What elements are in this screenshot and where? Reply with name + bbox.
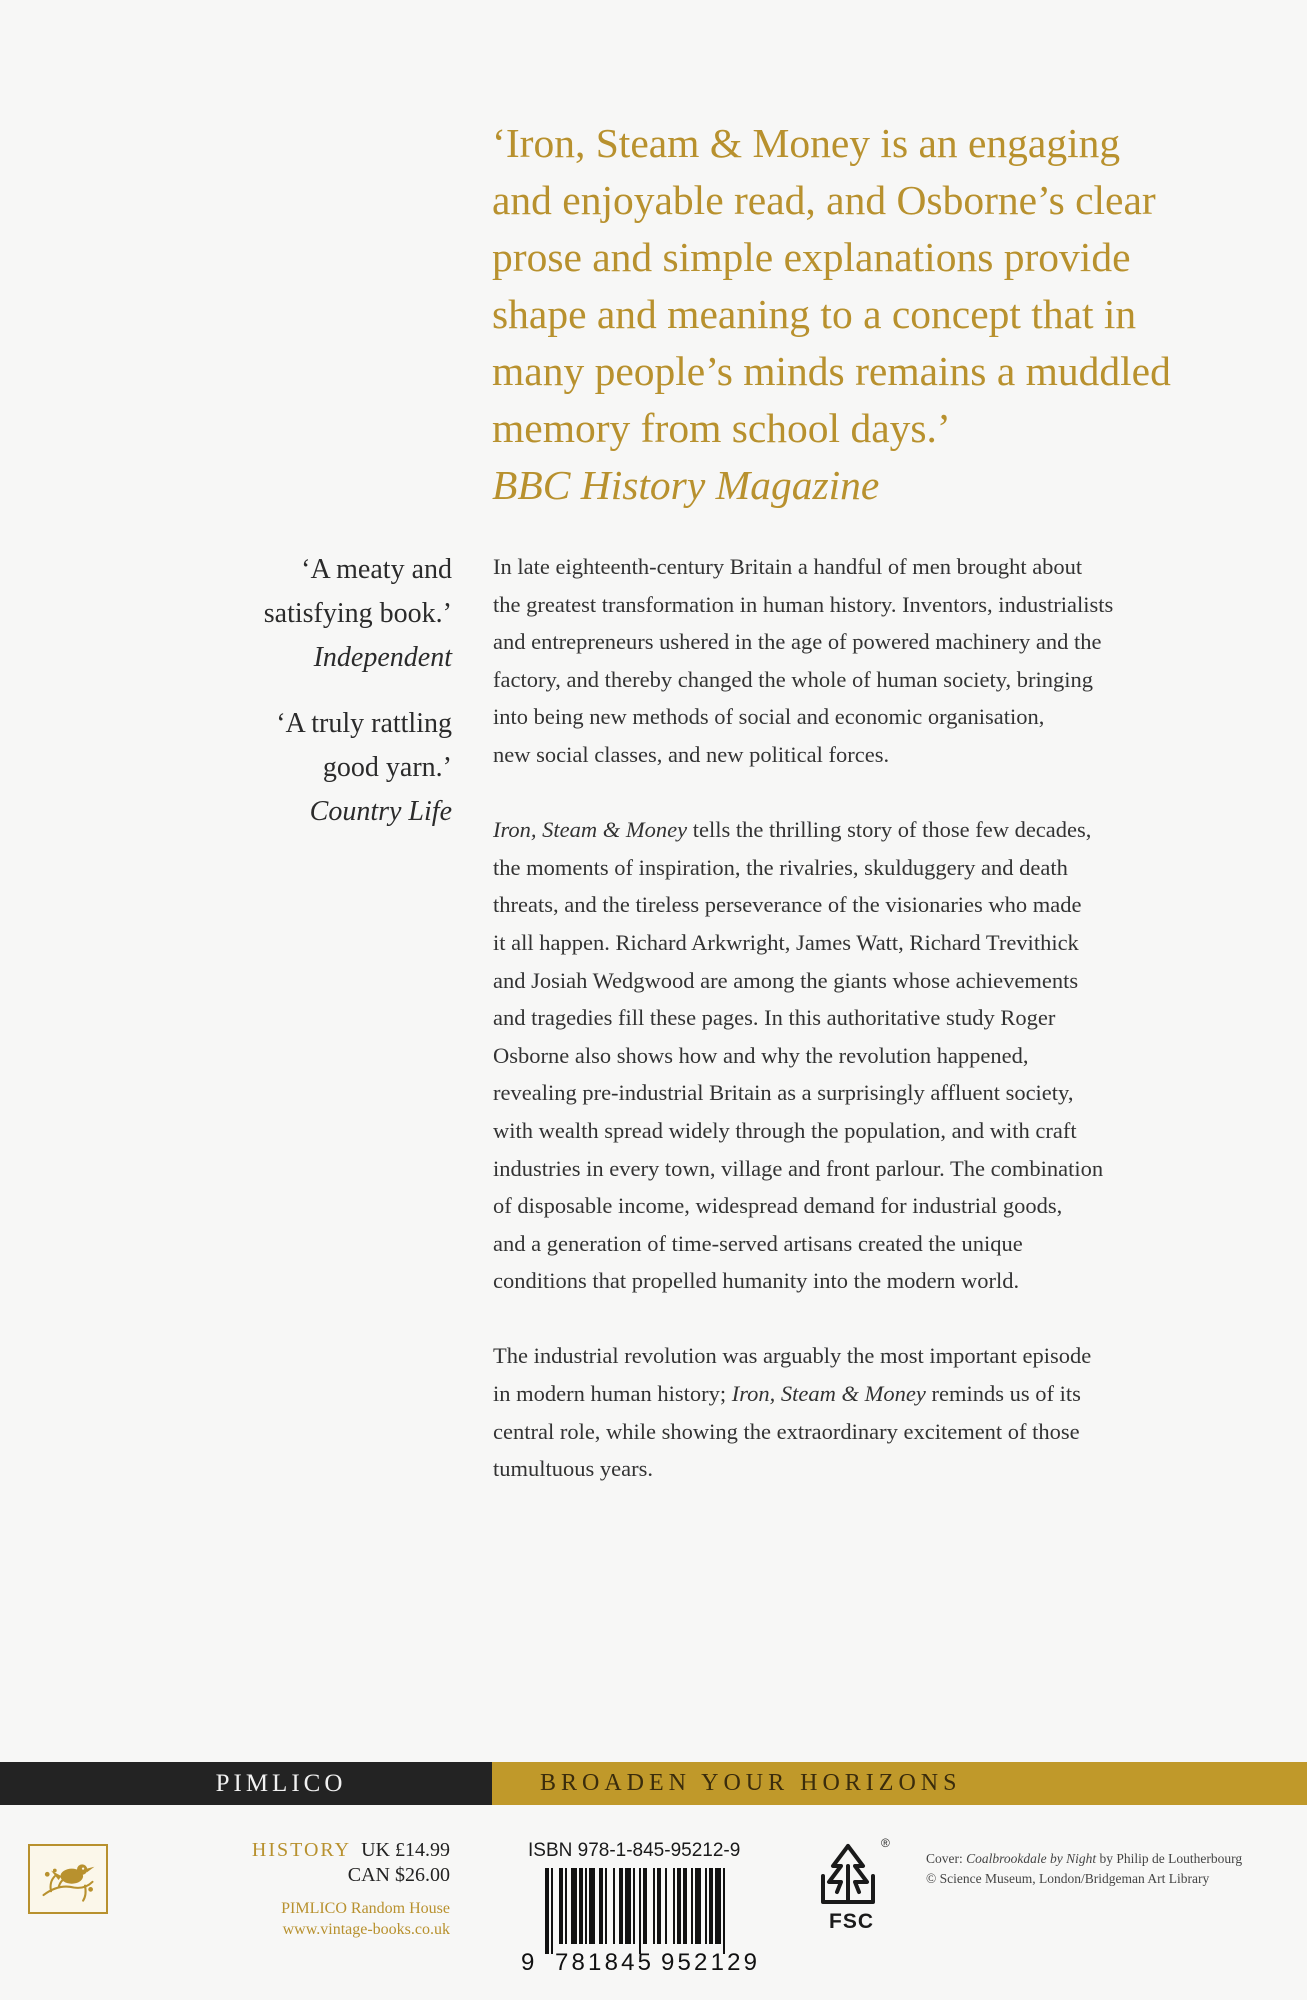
isbn-barcode: [515, 1868, 785, 1978]
barcode-digits-right: 952129: [661, 1949, 757, 1976]
blurb: [493, 548, 1213, 1525]
publisher-imprint: PIMLICO Random House: [281, 1900, 450, 1917]
price-can: CAN $26.00: [347, 1864, 450, 1886]
barcode-bar: [657, 1868, 661, 1944]
barcode-bar: [613, 1868, 615, 1944]
blurb-text: in modern human history;: [493, 1381, 732, 1407]
blurb-line: the greatest transformation in human history. Inventors, industrialists: [493, 591, 1114, 617]
barcode-bar: [677, 1868, 681, 1944]
blurb-line: of disposable income, widespread demand for industrial goods,: [493, 1193, 1063, 1219]
barcode-bar: [673, 1868, 675, 1944]
main-quote-line: memory from school days.’: [492, 405, 951, 451]
cover-credit-copyright: © Science Museum, London/Bridgeman Art Library: [926, 1871, 1210, 1886]
barcode-bar: [625, 1868, 631, 1944]
price-block: [150, 1838, 450, 1940]
barcode-bar: [653, 1868, 655, 1944]
barcode-bar: [695, 1868, 701, 1944]
blurb-line: [493, 1375, 1213, 1413]
blurb-line: central role, while showing the extraordinary excitement of those: [493, 1418, 1080, 1444]
barcode-bar: [559, 1868, 563, 1944]
pimlico-bird-logo-icon: [28, 1844, 108, 1914]
blurb-line: industries in every town, village and front parlour. The combination: [493, 1155, 1104, 1181]
publisher-url: www.vintage-books.co.uk: [282, 1921, 450, 1938]
barcode-bar: [691, 1868, 693, 1944]
fsc-tree-icon: [815, 1840, 881, 1910]
main-quote-line: and enjoyable read, and Osborne’s clear: [492, 177, 1156, 223]
barcode-bar: [589, 1868, 595, 1944]
isbn-label: ISBN 978-1-845-95212-9: [528, 1840, 741, 1861]
blurb-line: and Josiah Wedgwood are among the giants whose achievements: [493, 967, 1079, 993]
side-quote: [240, 548, 452, 680]
price-uk: UK £14.99: [361, 1839, 450, 1861]
side-quote-source: Country Life: [309, 796, 452, 827]
blurb-line: the moments of inspiration, the rivalries, skulduggery and death: [493, 854, 1068, 880]
barcode-bar: [639, 1868, 641, 1954]
blurb-line: threats, and the tireless perseverance of the visionaries who made: [493, 892, 1082, 918]
barcode-bar: [665, 1868, 667, 1944]
side-quote-source: Independent: [313, 642, 452, 673]
barcode-bar: [565, 1868, 567, 1944]
barcode-bar: [633, 1868, 635, 1944]
fsc-logo: [815, 1836, 890, 1940]
blurb-line: with wealth spread widely through the population, and with craft: [493, 1117, 1077, 1143]
barcode-bar: [579, 1868, 583, 1944]
blurb-line: [493, 811, 1213, 849]
blurb-line: Osborne also shows how and why the revolution happened,: [493, 1042, 1029, 1068]
barcode-bar: [571, 1868, 577, 1944]
blurb-line: and tragedies fill these pages. In this authoritative study Roger: [493, 1005, 1056, 1031]
blurb-paragraph: [493, 1337, 1213, 1487]
cover-credit-line: [926, 1849, 1306, 1869]
blurb-paragraph: [493, 548, 1213, 774]
cover-credit: [926, 1849, 1306, 1889]
blurb-line: factory, and thereby changed the whole of human society, bringing: [493, 666, 1094, 692]
blurb-line: tumultuous years.: [493, 1456, 653, 1482]
blurb-line: In late eighteenth-century Britain a handful of men brought about: [493, 554, 1083, 579]
barcode-bar: [683, 1868, 687, 1944]
publisher-name: PIMLICO: [215, 1769, 347, 1797]
price-uk-line: [150, 1838, 450, 1863]
book-title: Iron, Steam & Money: [731, 1381, 926, 1407]
barcode-bar: [585, 1868, 587, 1944]
barcode-bar: [643, 1868, 647, 1944]
blurb-line: revealing pre-industrial Britain as a surprisingly affluent society,: [493, 1080, 1074, 1106]
main-quote: [492, 115, 1232, 514]
main-quote-line: prose and simple explanations provide: [492, 234, 1131, 280]
barcode-bar: [709, 1868, 713, 1944]
blurb-line: and entrepreneurs ushered in the age of powered machinery and the: [493, 629, 1102, 655]
cover-artist: by Philip de Loutherbourg: [1096, 1851, 1243, 1866]
main-quote-source: BBC History Magazine: [492, 462, 880, 508]
barcode-bar: [723, 1868, 725, 1954]
barcode-bar: [551, 1868, 553, 1954]
cover-credit-prefix: Cover:: [926, 1851, 967, 1866]
fsc-registered-mark: ®: [881, 1836, 890, 1850]
barcode-bar: [545, 1868, 549, 1954]
fsc-label: FSC: [829, 1910, 874, 1933]
main-quote-line: many people’s minds remains a muddled: [492, 348, 1171, 394]
category-label: HISTORY: [251, 1839, 352, 1861]
side-quote: [240, 702, 452, 834]
barcode-bar: [605, 1868, 607, 1944]
blurb-line: The industrial revolution was arguably the most important episode: [493, 1343, 1092, 1369]
blurb-line: into being new methods of social and economic organisation,: [493, 704, 1045, 730]
barcode-bar: [715, 1868, 721, 1944]
side-quotes: [240, 548, 452, 856]
cover-art-title: Coalbrookdale by Night: [966, 1851, 1097, 1866]
barcode-bar: [599, 1868, 603, 1944]
tagline-band: [492, 1762, 1307, 1805]
barcode-bar: [705, 1868, 707, 1944]
blurb-line: conditions that propelled humanity into the modern world.: [493, 1268, 1020, 1294]
publisher-band: [0, 1762, 492, 1805]
book-title: Iron, Steam & Money: [493, 817, 688, 843]
blurb-line: and a generation of time-served artisans created the unique: [493, 1230, 1023, 1256]
blurb-text: tells the thrilling story of those few decades,: [687, 817, 1092, 843]
blurb-line: new social classes, and new political forces.: [493, 741, 890, 767]
blurb-paragraph: [493, 811, 1213, 1300]
side-quote-line: ‘A meaty and: [301, 554, 452, 585]
barcode-bar: [619, 1868, 623, 1944]
blurb-text: reminds us of its: [925, 1381, 1081, 1407]
barcode-digit-prefix: 9: [521, 1949, 535, 1976]
publisher-info: [150, 1898, 450, 1940]
side-quote-line: satisfying book.’: [263, 598, 452, 629]
tagline: BROADEN YOUR HORIZONS: [540, 1770, 962, 1796]
side-quote-line: ‘A truly rattling: [276, 708, 452, 739]
side-quote-line: good yarn.’: [322, 752, 452, 783]
blurb-line: it all happen. Richard Arkwright, James Watt, Richard Trevithick: [493, 929, 1079, 955]
main-quote-line: shape and meaning to a concept that in: [492, 291, 1137, 337]
barcode-digits-left: 781845: [555, 1949, 651, 1976]
main-quote-line: ‘Iron, Steam & Money is an engaging: [492, 120, 1121, 166]
